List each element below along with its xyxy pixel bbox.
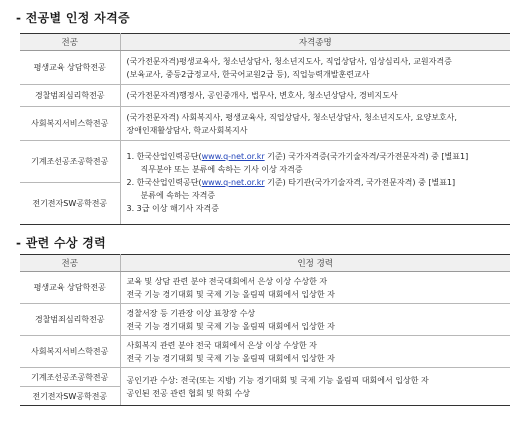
certificate-table bbox=[20, 33, 510, 225]
major-cell: 평생교육 상담학전공 bbox=[20, 51, 120, 85]
award-cell: 경찰서장 등 기관장 이상 표창장 수상 전국 기능 경기대회 및 국제 기능 올림픽 대회에서 입상한 자 bbox=[120, 304, 510, 336]
header-major: 전공 bbox=[20, 255, 120, 272]
major-electrical: 전기전자SW공학전공 bbox=[32, 391, 108, 401]
table-row bbox=[20, 368, 510, 406]
award-cell: 공인기관 수상: 전국(또는 지방) 기능 경기대회 및 국제 기능 올림픽 대회에서 입상한 자 공인된 전공 관련 협회 및 학회 수상 bbox=[120, 368, 510, 406]
certificate-cell: (국가전문자격) 사회복지사, 평생교육사, 직업상담사, 청소년상담사, 청소년지도사, 요양보호사, 장애인재활상담사, 학교사회복지사 bbox=[120, 107, 510, 141]
major-cell: 경찰범죄심리학전공 bbox=[20, 85, 120, 107]
header-awards: 인정 경력 bbox=[120, 255, 510, 272]
qnet-link[interactable]: www.q-net.or.kr bbox=[201, 178, 265, 187]
major-mechanical: 기계조선공조공학전공 bbox=[31, 372, 109, 382]
major-mechanical: 기계조선공조공학전공 bbox=[31, 157, 109, 166]
table-row bbox=[20, 141, 510, 225]
section1-title: - 전공별 인정 자격증 bbox=[16, 11, 130, 25]
table-header-row bbox=[20, 255, 510, 272]
table-row bbox=[20, 85, 510, 107]
merged-major-cell bbox=[20, 368, 120, 406]
certificate-cell: (국가전문자격)평생교육사, 청소년상담사, 청소년지도사, 직업상담사, 임상심리사, 교원자격증 (보육교사, 중등2급정교사, 한국어교원2급 등), 직업능력개발훈련교사 bbox=[120, 51, 510, 85]
section2-title: - 관련 수상 경력 bbox=[16, 236, 107, 250]
header-certificates: 자격종명 bbox=[120, 34, 510, 51]
certificate-cell: 1. 한국산업인력공단(www.q-net.or.kr 기준) 국가자격증(국가기술자격/국가전문자격) 중 [별표1] 직무분야 또는 분류에 속하는 기사 이상 자격증 2. 한국산업인력공단(www.q-net.or.kr 기준) 타기관(국가기술자격, 국가전문자격) 중 [별표1] 분류에 속하는 자격증 3. 3급 이상 해기사 자격증 bbox=[120, 141, 510, 225]
table-row bbox=[20, 272, 510, 304]
table-row bbox=[20, 51, 510, 85]
table-row bbox=[20, 336, 510, 368]
major-cell: 사회복지서비스학전공 bbox=[20, 107, 120, 141]
major-cell: 평생교육 상담학전공 bbox=[20, 272, 120, 304]
award-table bbox=[20, 254, 510, 406]
major-electrical: 전기전자SW공학전공 bbox=[32, 199, 108, 208]
award-cell: 교육 및 상담 관련 분야 전국대회에서 은상 이상 수상한 자 전국 기능 경기대회 및 국제 기능 올림픽 대회에서 입상한 자 bbox=[120, 272, 510, 304]
award-cell: 사회복지 관련 분야 전국 대회에서 은상 이상 수상한 자 전국 기능 경기대회 및 국제 기능 올림픽 대회에서 입상한 자 bbox=[120, 336, 510, 368]
major-cell: 사회복지서비스학전공 bbox=[20, 336, 120, 368]
table-row bbox=[20, 107, 510, 141]
qnet-link[interactable]: www.q-net.or.kr bbox=[201, 152, 265, 161]
certificate-cell: (국가전문자격)행정사, 공인중개사, 법무사, 변호사, 청소년상담사, 경비지도사 bbox=[120, 85, 510, 107]
merged-major-cell bbox=[20, 141, 120, 225]
header-major: 전공 bbox=[20, 34, 120, 51]
table-header-row bbox=[20, 34, 510, 51]
table-row bbox=[20, 304, 510, 336]
major-cell: 경찰범죄심리학전공 bbox=[20, 304, 120, 336]
